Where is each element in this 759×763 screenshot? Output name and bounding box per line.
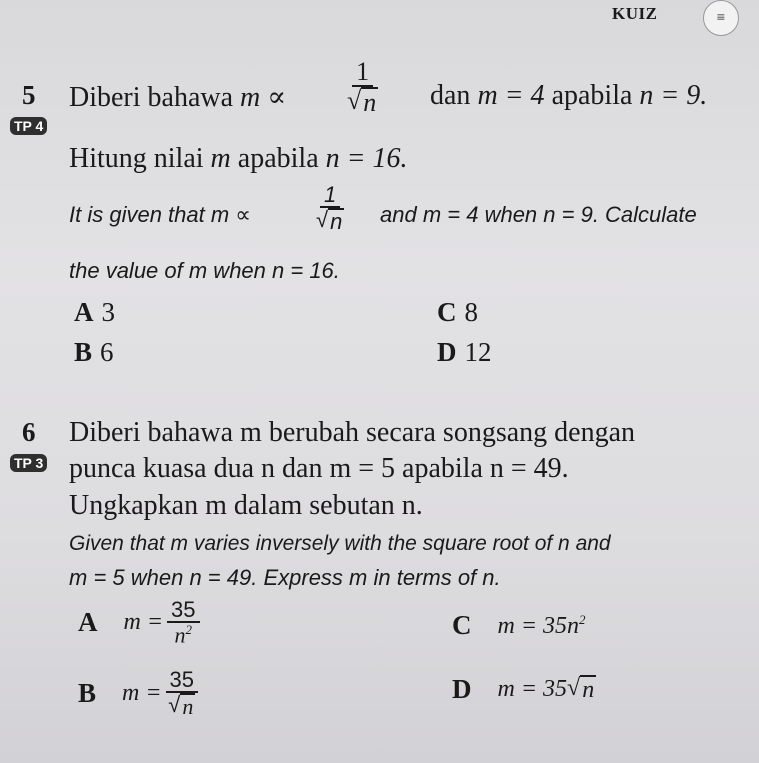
quiz-title: KUIZ xyxy=(612,4,658,23)
q5-option-b[interactable]: B 6 xyxy=(74,337,114,367)
list-icon[interactable]: ≡ xyxy=(703,0,739,36)
q5-english-line1-suffix: and m = 4 when n = 9. Calculate xyxy=(380,202,697,227)
tp4-badge: TP 4 xyxy=(10,117,47,135)
q5-option-c[interactable]: C 8 xyxy=(437,297,478,327)
q5-option-d[interactable]: D 12 xyxy=(437,337,492,367)
q6-option-a[interactable]: A m = $\frac{35}{n^2}$ xyxy=(78,598,204,648)
q5-english-fraction: 1 √ n xyxy=(316,182,343,235)
q6-english-line1: Given that m varies inversely with the square root of n and xyxy=(69,532,611,555)
question-6-number: 6 xyxy=(22,417,36,447)
q5-malay-line2: Hitung nilai m apabila n = 16. xyxy=(69,143,408,174)
q5-malay-line1: Diberi bahawa m ∝ xyxy=(69,82,287,113)
q5-option-a[interactable]: A 3 xyxy=(74,297,115,327)
q6-malay-line3: Ungkapkan m dalam sebutan n. xyxy=(69,490,423,521)
q6-malay-line1: Diberi bahawa m berubah secara songsang dengan xyxy=(69,417,636,448)
q5-english-line2: the value of m when n = 16. xyxy=(69,258,340,283)
q6-option-b[interactable]: B m = 35 √ n xyxy=(78,668,202,719)
q5-english-line1-prefix: It is given that m ∝ xyxy=(69,202,252,227)
q6-option-c[interactable]: C $m = 35n^2$ xyxy=(452,610,586,640)
q6-option-d[interactable]: D m = 35 √ n xyxy=(452,674,595,704)
q5-fraction: 1 √ n xyxy=(347,57,377,118)
q6-malay-line2: punca kuasa dua n dan m = 5 apabila n = 49. xyxy=(69,453,569,484)
tp3-badge: TP 3 xyxy=(10,454,47,472)
question-5-number: 5 xyxy=(22,80,36,110)
q6-english-line2: m = 5 when n = 49. Express m in terms of n. xyxy=(69,565,501,590)
q5-malay-line1-rest: dan m = 4 apabila n = 9. xyxy=(430,80,708,111)
